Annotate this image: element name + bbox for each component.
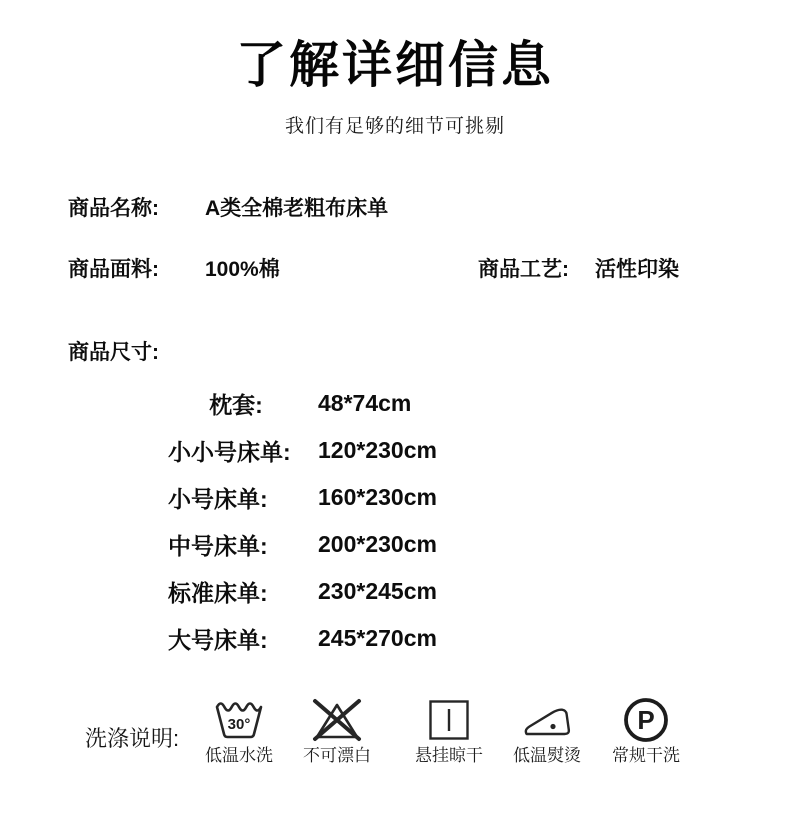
iron-low-icon [522,698,572,742]
product-fabric-value: 100%棉 [205,258,280,281]
product-craft-value: 活性印染 [595,258,679,281]
product-craft-row [478,256,679,284]
size-value: 200*230cm [318,531,437,557]
hang-dry-icon [427,698,471,742]
size-row [168,521,588,568]
size-label: 标准床单: [168,580,268,606]
page-title: 了解详细信息 [236,37,554,93]
washing-item-caption: 常规干洗 [612,746,680,765]
washing-item-caption: 低温水洗 [205,746,273,765]
washing-item-caption: 低温熨烫 [513,746,581,765]
wash-30-icon [214,698,264,742]
size-value: 230*245cm [318,578,437,604]
product-fabric-row [68,256,280,284]
size-value: 120*230cm [318,437,437,463]
size-label: 小号床单: [168,486,268,512]
washing-item-low-temp-wash [189,698,289,766]
washing-item-caption: 悬挂晾干 [415,746,483,765]
washing-item-hang-dry [399,698,499,766]
no-bleach-icon [312,698,362,742]
size-section-label: 商品尺寸: [68,341,159,364]
size-row [168,615,588,662]
product-fabric-label: 商品面料: [68,258,159,281]
washing-item-no-bleach [287,698,387,766]
washing-item-caption: 不可漂白 [303,746,371,765]
washing-item-dry-clean [596,698,696,766]
size-table [168,380,588,662]
size-value: 48*74cm [318,390,412,416]
size-label: 大号床单: [168,627,268,653]
page-subtitle: 我们有足够的细节可挑剔 [284,116,505,137]
dry-clean-icon [622,698,670,742]
product-name-row [68,195,388,223]
svg-text:P: P [637,705,655,735]
product-name-label: 商品名称: [68,197,159,220]
size-value: 160*230cm [318,484,437,510]
size-label: 小小号床单: [168,439,291,465]
size-value: 245*270cm [318,625,437,651]
size-row [168,474,588,521]
size-row [168,427,588,474]
product-craft-label: 商品工艺: [478,258,569,281]
size-label: 枕套: [209,392,263,418]
size-label: 中号床单: [168,533,268,559]
size-row [168,568,588,615]
size-row [168,380,588,427]
product-name-value: A类全棉老粗布床单 [205,197,389,220]
washing-item-iron-low [497,698,597,766]
washing-section-label: 洗涤说明: [85,726,180,751]
svg-text:30°: 30° [227,716,251,733]
